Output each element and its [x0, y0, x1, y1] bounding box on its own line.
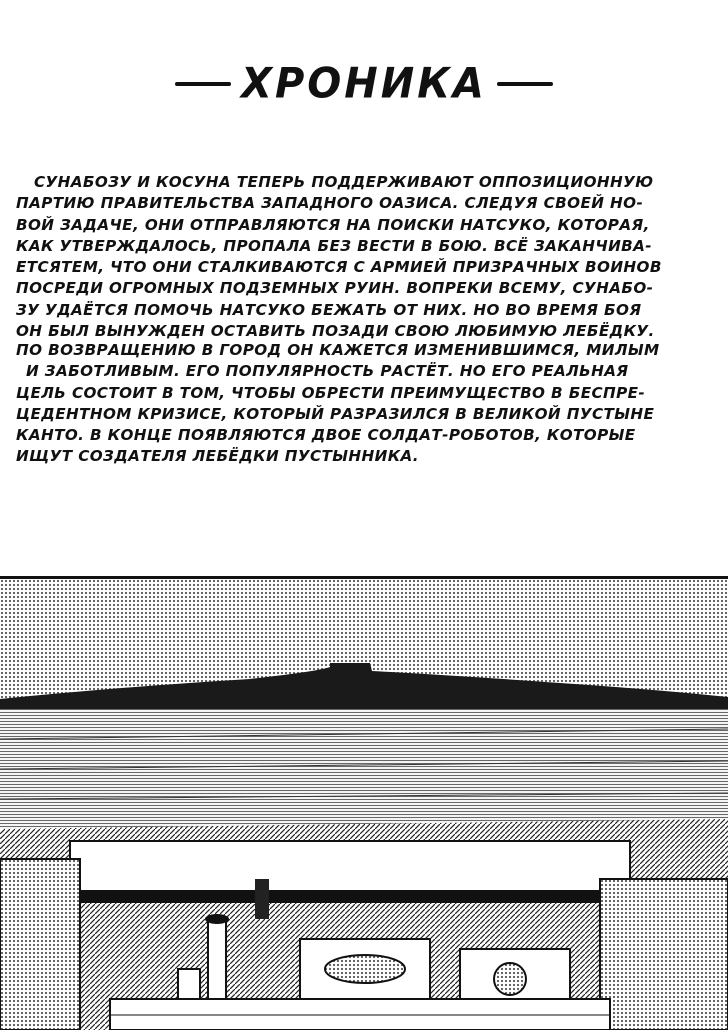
- text-line: ПОСРЕДИ ОГРОМНЫХ ПОДЗЕМНЫХ РУИН. ВОПРЕКИ ВСЕМУ, СУНАБО-: [16, 279, 654, 298]
- text-line: ВОЙ ЗАДАЧЕ, ОНИ ОТПРАВЛЯЮТСЯ НА ПОИСКИ НАТСУКО, КОТОРАЯ,: [16, 215, 650, 234]
- text-line: ЦЕЛЬ СОСТОИТ В ТОМ, ЧТОБЫ ОБРЕСТИ ПРЕИМУЩЕСТВО В БЕСПРЕ-: [16, 383, 646, 402]
- text-line: ЗУ УДАЁТСЯ ПОМОЧЬ НАТСУКО БЕЖАТЬ ОТ НИХ. НО ВО ВРЕМЯ БОЯ: [16, 300, 642, 319]
- page-title: ХРОНИКА: [241, 59, 487, 109]
- text-line: ПО ВОЗВРАЩЕНИЮ В ГОРОД ОН КАЖЕТСЯ ИЗМЕНИВШИМСЯ, МИЛЫМ: [16, 341, 660, 359]
- text-line: КАК УТВЕРЖДАЛОСЬ, ПРОПАЛА БЕЗ ВЕСТИ В БОЮ. ВСЁ ЗАКАНЧИВА-: [16, 236, 653, 255]
- title-dash-left: [175, 82, 231, 86]
- summary-paragraph-1: [16, 172, 716, 342]
- desert-ruins-illustration: [0, 579, 728, 1030]
- text-line: ИЩУТ СОЗДАТЕЛЯ ЛЕБЁДКИ ПУСТЫННИКА.: [16, 447, 419, 466]
- text-line: КАНТО. В КОНЦЕ ПОЯВЛЯЮТСЯ ДВОЕ СОЛДАТ-РОБОТОВ, КОТОРЫЕ: [16, 426, 636, 445]
- summary-paragraph-2: [16, 340, 716, 468]
- title-dash-right: [497, 82, 553, 86]
- text-line: СУНАБОЗУ И КОСУНА ТЕПЕРЬ ПОДДЕРЖИВАЮТ ОППОЗИЦИОННУЮ: [34, 173, 654, 191]
- text-line: ОН БЫЛ ВЫНУЖДЕН ОСТАВИТЬ ПОЗАДИ СВОЮ ЛЮБИМУЮ ЛЕБЁДКУ.: [16, 322, 655, 341]
- text-line: ЦЕДЕНТНОМ КРИЗИСЕ, КОТОРЫЙ РАЗРАЗИЛСЯ В ВЕЛИКОЙ ПУСТЫНЕ: [16, 404, 655, 423]
- ruin-wall: [70, 841, 630, 891]
- illustration-panel: [0, 576, 728, 1030]
- text-line: ПАРТИЮ ПРАВИТЕЛЬСТВА ЗАПАДНОГО ОАЗИСА. СЛЕДУЯ СВОЕЙ НО-: [16, 194, 644, 213]
- text-line: ЕТСЯТЕМ, ЧТО ОНИ СТАЛКИВАЮТСЯ С АРМИЕЙ ПРИЗРАЧНЫХ ВОИНОВ: [16, 258, 662, 277]
- desert-plain: [0, 709, 728, 829]
- text-line: И ЗАБОТЛИВЫМ. ЕГО ПОПУЛЯРНОСТЬ РАСТЁТ. НО ЕГО РЕАЛЬНАЯ: [26, 362, 629, 381]
- chapter-heading: [0, 56, 728, 112]
